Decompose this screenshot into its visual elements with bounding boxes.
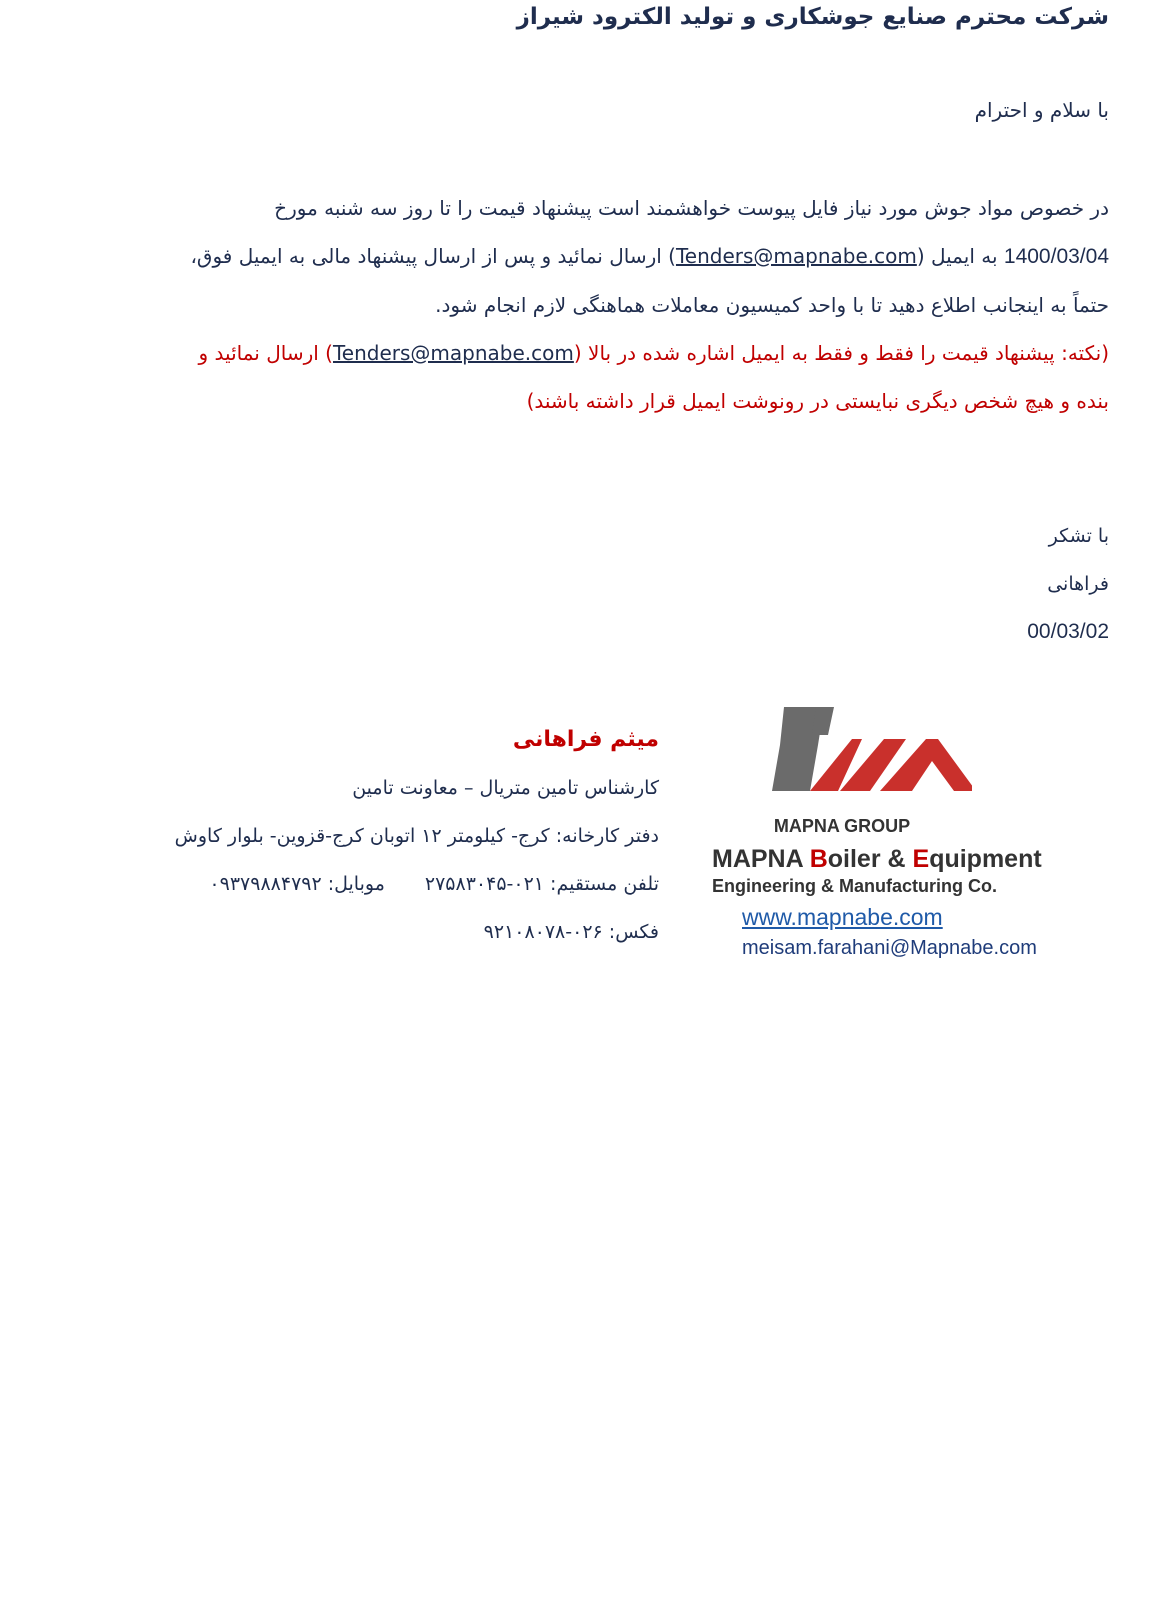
signature-block <box>0 716 659 956</box>
note-line-2: بنده و هیچ شخص دیگری نبایستی در رونوشت ایمیل قرار داشته باشند) <box>526 389 1109 413</box>
body-line-2 <box>9 232 1109 281</box>
note-line-1-a: (نکته: پیشنهاد قیمت را فقط و فقط به ایمیل اشاره شده در بالا ( <box>573 341 1109 365</box>
company-name-letter-b: B <box>809 845 828 873</box>
signature-title: کارشناس تامین متریال – معاونت تامین <box>352 777 659 799</box>
website-link[interactable]: www.mapnabe.com <box>742 904 943 930</box>
body-line-3: حتماً به اینجانب اطلاع دهید تا با واحد کمیسیون معاملات هماهنگی لازم انجام شود. <box>435 293 1109 317</box>
letter-date: 00/03/02 <box>1027 620 1109 643</box>
mapna-logo <box>712 705 972 835</box>
mapna-logo-mark <box>772 707 972 791</box>
signature-name: میثم فراهانی <box>512 727 659 752</box>
company-name-part-1: MAPNA <box>712 845 810 873</box>
note-line-1-b: ) ارسال نمائید و <box>198 341 333 365</box>
signature-email[interactable]: meisam.farahani@Mapnabe.com <box>742 937 1037 959</box>
signature-phones <box>0 860 659 908</box>
note-tenders-email-link[interactable]: Tenders@mapnabe.com <box>332 341 574 365</box>
deadline-date: 1400/03/04 <box>1003 245 1109 268</box>
letter-greeting: با سلام و احترام <box>974 98 1109 122</box>
signer-name: فراهانی <box>1047 573 1109 595</box>
direct-phone: تلفن مستقیم: ۰۲۱-۲۷۵۸۳۰۴۵ <box>424 873 659 895</box>
company-name-block <box>712 845 1162 897</box>
mapna-group-text: MAPNA GROUP <box>773 816 911 835</box>
tenders-email-link[interactable]: Tenders@mapnabe.com <box>675 244 917 268</box>
company-name-letter-e: E <box>912 845 930 873</box>
signature-fax: فکس: ۰۲۶-۹۲۱۰۸۰۷۸ <box>483 921 659 943</box>
company-name <box>712 845 1162 874</box>
body-line-2-b: ) ارسال نمائید و پس از ارسال پیشنهاد مالی به ایمیل فوق، <box>190 244 676 268</box>
note-line-1 <box>9 329 1109 377</box>
body-line-1: در خصوص مواد جوش مورد نیاز فایل پیوست خواهشمند است پیشنهاد قیمت را تا روز سه شنبه مورخ <box>274 196 1109 220</box>
thanks-text: با تشکر <box>1048 525 1109 547</box>
signature-address: دفتر کارخانه: کرج- کیلومتر ۱۲ اتوبان کرج-قزوین- بلوار کاوش <box>174 825 659 847</box>
body-line-2-a: به ایمیل ( <box>916 244 998 268</box>
mobile-phone: موبایل: ۰۹۳۷۹۸۸۴۷۹۲ <box>209 873 385 895</box>
letter-body <box>9 184 1109 425</box>
company-name-part-3: quipment <box>929 845 1042 873</box>
company-name-part-2: oiler & <box>827 845 913 873</box>
letter-subject: شرکت محترم صنایع جوشکاری و تولید الکترود شیراز <box>516 4 1109 30</box>
company-subtitle: Engineering & Manufacturing Co. <box>712 876 998 896</box>
letter-closing <box>1027 512 1109 656</box>
